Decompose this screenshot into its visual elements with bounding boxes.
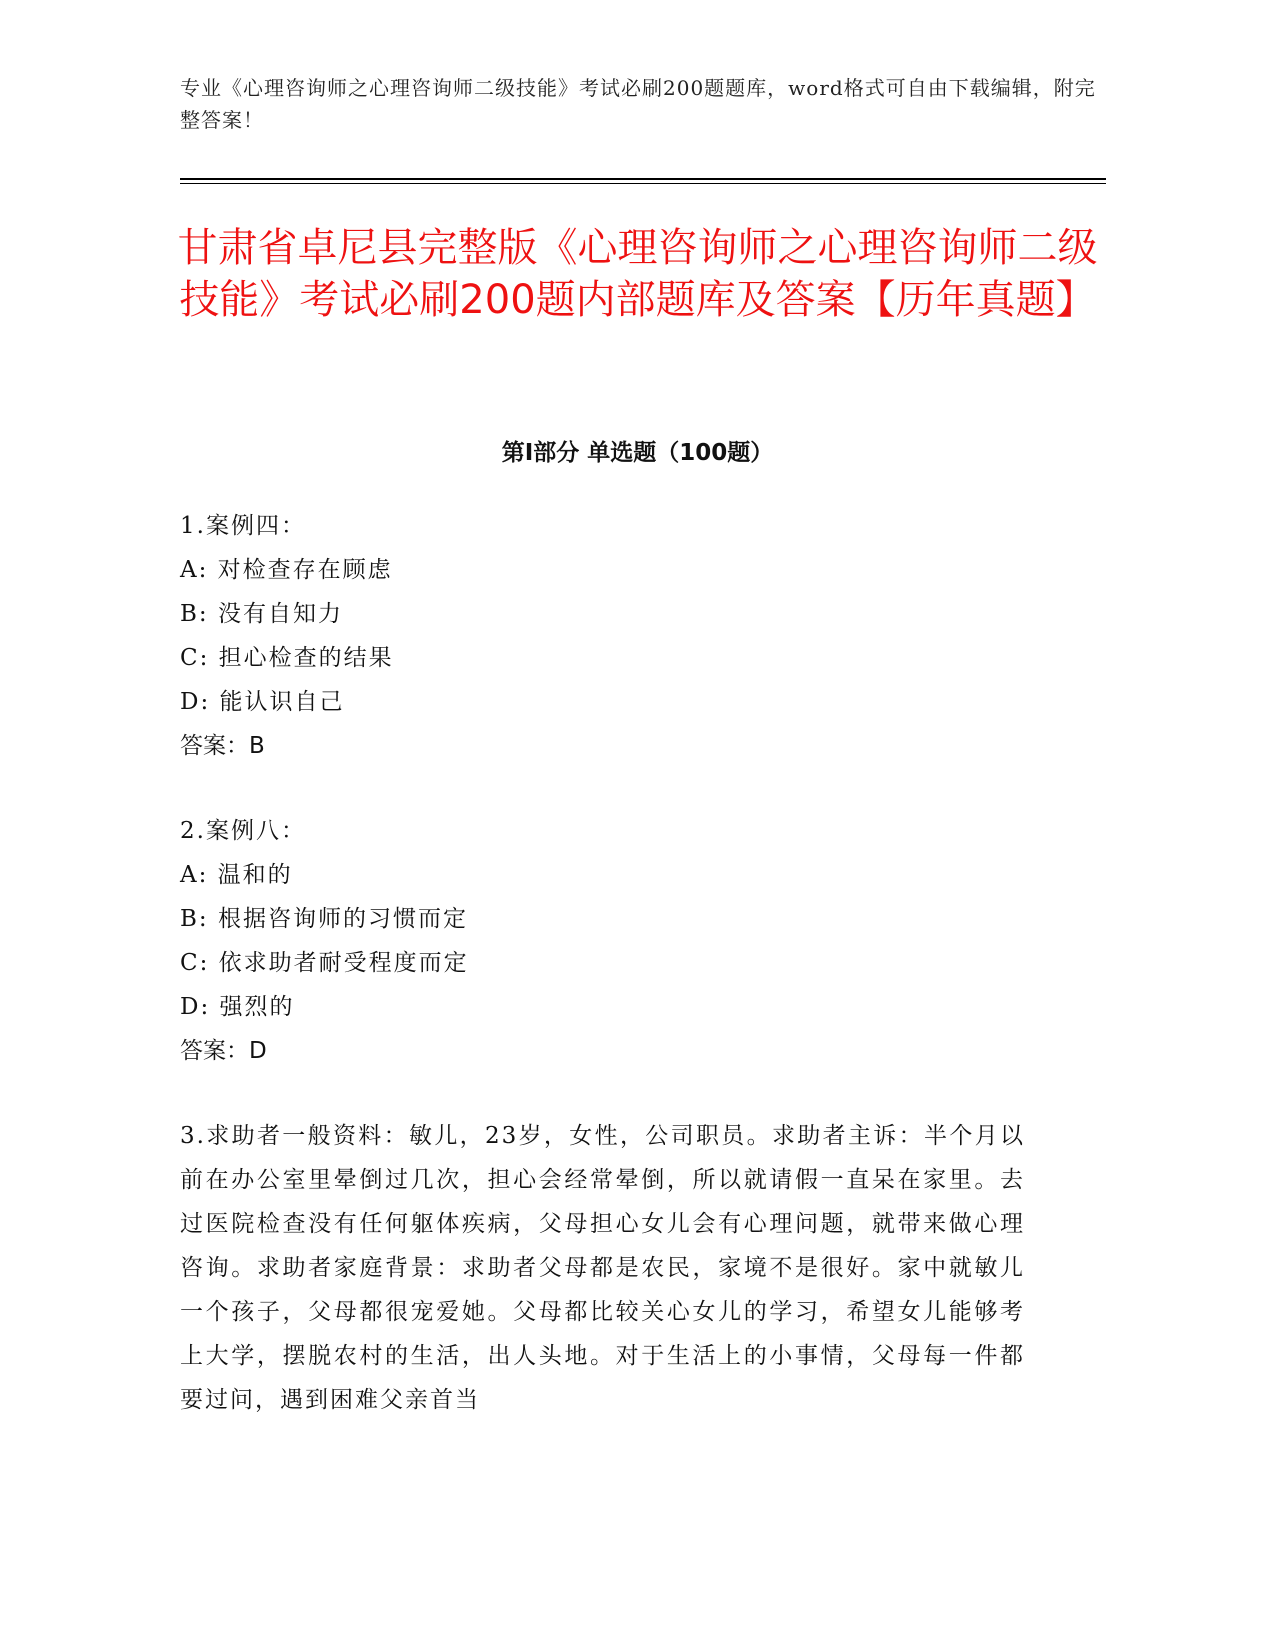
option-c: C: 担心检查的结果 bbox=[180, 645, 394, 671]
option-b: B: 根据咨询师的习惯而定 bbox=[180, 906, 468, 932]
answer-line: 答案：B bbox=[180, 733, 265, 759]
section-title: 第Ⅰ部分 单选题（100题） bbox=[501, 440, 774, 466]
document-title: 甘肃省卓尼县完整版《心理咨询师之心理咨询师二级技能》考试必刷200题内部题库及答案【历年真题】 bbox=[177, 225, 1098, 323]
answer-line: 答案：D bbox=[180, 1038, 267, 1064]
option-b: B: 没有自知力 bbox=[180, 601, 343, 627]
question-stem: 3.求助者一般资料：敏儿，23岁，女性，公司职员。求助者主诉：半个月以前在办公室里晕倒过几次，担心会经常晕倒，所以就请假一直呆在家里。去过医院检查没有任何躯体疾病，父母担心女儿会有心理问题，就带来做心理咨询。求助者家庭背景：求助者父母都是农民，家境不是很好。家中就敏儿一个孩子，父母都很宠爱她。父母都比较关心女儿的学习，希望女儿能够考上大学，摆脱农村的生活，出人头地。对于生活上的小事情，父母每一件都要过问，遇到困难父亲首当 bbox=[180, 1123, 1025, 1413]
header-divider-thin bbox=[180, 183, 1106, 184]
header-note: 专业《心理咨询师之心理咨询师二级技能》考试必刷200题题库，word格式可自由下载编辑，附完整答案！ bbox=[180, 76, 1096, 132]
option-d: D: 能认识自己 bbox=[180, 689, 345, 715]
question-stem: 1.案例四： bbox=[180, 513, 306, 539]
question-stem: 2.案例八： bbox=[180, 818, 306, 844]
option-c: C: 依求助者耐受程度而定 bbox=[180, 950, 469, 976]
option-a: A: 温和的 bbox=[180, 862, 293, 888]
question-1 bbox=[180, 504, 1060, 768]
option-d: D: 强烈的 bbox=[180, 994, 295, 1020]
option-a: A: 对检查存在顾虑 bbox=[180, 557, 393, 583]
question-2 bbox=[180, 809, 1060, 1073]
question-3 bbox=[180, 1114, 1060, 1422]
header-divider-thick bbox=[180, 178, 1106, 180]
